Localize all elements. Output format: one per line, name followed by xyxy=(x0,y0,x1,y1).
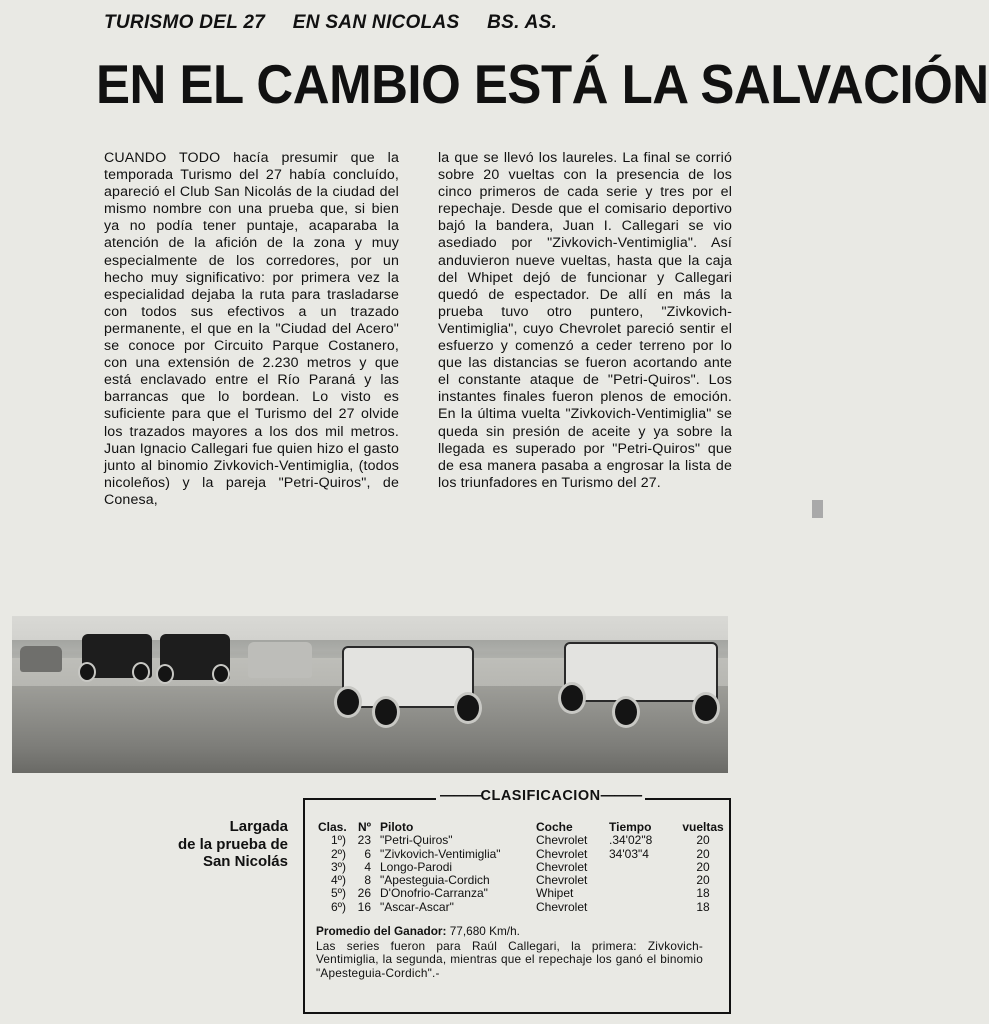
kicker-location: EN SAN NICOLAS xyxy=(292,12,460,33)
row-3-vueltas: 20 xyxy=(696,859,710,874)
article-text-right: la que se llevó los laureles. La final se corrió sobre 20 vueltas con la presencia de los cinco primeros de cada serie y tres por el repechaje. Desde que el comisario deportivo bajó la bandera, Juan I. Callegari se vio asediado por "Zivkovich-Ventimiglia". Así anduvieron nueve vueltas, hasta que la caja del Whipet dejó de funcionar y Callegari quedó de espectador. De allí en más la prueba tuvo otro puntero, "Zivkovich-Ventimiglia", cuyo Chevrolet pareció sentir el esfuerzo y comenzó a ceder terreno por lo que las distancias se fueron acortando ante el constante ataque de "Petri-Quiros". Los instantes finales fueron plenos de emoción. En la última vuelta "Zivkovich-Ventimiglia" se queda sin presión de aceite y ya sobre la llegada es superado por "Petri-Quiros" que de esa manera pasaba a engrosar la lista de los triunfadores en Turismo del 27. xyxy=(438,150,732,491)
row-4-clas: 4º) xyxy=(330,873,346,888)
row-5-vueltas: 18 xyxy=(696,886,710,901)
photo-caption xyxy=(130,818,288,871)
row-1-num: 23 xyxy=(357,833,371,848)
caption-line-1: Largada xyxy=(229,818,288,835)
column-clas xyxy=(318,821,346,914)
row-3-piloto: Longo-Parodi xyxy=(380,859,453,874)
column-vueltas xyxy=(680,821,726,914)
header-vueltas: vueltas xyxy=(682,820,724,834)
row-5-piloto: D'Onofrio-Carranza" xyxy=(380,886,488,901)
header-clas: Clas. xyxy=(318,820,347,834)
header-tiempo: Tiempo xyxy=(609,820,652,834)
header-coche: Coche xyxy=(536,820,573,834)
row-6-vueltas: 18 xyxy=(696,899,710,914)
column-coche xyxy=(536,821,602,914)
photo-car-far-2 xyxy=(82,634,152,678)
row-6-num: 16 xyxy=(357,899,371,914)
row-1-piloto: "Petri-Quiros" xyxy=(380,833,453,848)
row-2-coche: Chevrolet xyxy=(536,846,588,861)
row-4-piloto: "Apesteguia-Cordich xyxy=(380,873,490,888)
row-1-clas: 1º) xyxy=(330,833,346,848)
race-start-photo xyxy=(12,616,728,773)
photo-car-front-right xyxy=(564,642,718,702)
caption-line-3: San Nicolás xyxy=(202,853,288,870)
row-5-num: 26 xyxy=(357,886,371,901)
row-3-num: 4 xyxy=(364,859,371,874)
winner-average-label: Promedio del Ganador: xyxy=(316,924,447,938)
row-6-coche: Chevrolet xyxy=(536,899,588,914)
article-column-right xyxy=(438,150,732,492)
photo-car-front-left xyxy=(342,646,474,708)
row-2-clas: 2º) xyxy=(330,846,346,861)
row-6-piloto: "Ascar-Ascar" xyxy=(380,899,454,914)
photo-car-far-4 xyxy=(248,642,312,678)
series-note: Las series fueron para Raúl Callegari, la primera: Zivkovich-Ventimiglia, la segunda, mientras que el repechaje los ganó el binomio "Apesteguia-Cordich".- xyxy=(316,939,703,980)
row-1-vueltas: 20 xyxy=(696,833,710,848)
row-2-piloto: "Zivkovich-Ventimiglia" xyxy=(380,846,501,861)
article-column-left xyxy=(104,150,399,509)
kicker-category: TURISMO DEL 27 xyxy=(104,12,266,33)
article-text-left: CUANDO TODO hacía presumir que la temporada Turismo del 27 había concluído, apareció el Club San Nicolás de la ciudad del mismo nombre con una prueba que, si bien ya no podía tener puntaje, acaparaba la atención de la afición de la zona y muy especialmente de los corredores, por un hecho muy significativo: por primera vez la especialidad dejaba la ruta para trasladarse con todos sus efectivos a un trazado permanente, el que en la "Ciudad del Acero" se conoce por Circuito Parque Costanero, con una extensión de 2.230 metros y que está enclavado entre el Río Paraná y las barrancas que lo bordean. Lo visto es suficiente para que el Turismo del 27 olvide los trazados mayores a los dos mil metros. Juan Ignacio Callegari fue quien hizo el gasto junto al binomio Zivkovich-Ventimiglia, (todos nicoleños) y la pareja "Petri-Quiros", de Conesa, xyxy=(104,150,399,508)
photo-car-far-1 xyxy=(20,646,62,672)
column-tiempo xyxy=(609,821,671,861)
caption-line-2: de la prueba de xyxy=(177,835,288,853)
row-2-num: 6 xyxy=(364,846,371,861)
row-5-coche: Whipet xyxy=(536,886,574,901)
row-4-vueltas: 20 xyxy=(696,873,710,888)
column-piloto xyxy=(380,821,540,914)
row-1-tiempo: .34'02"8 xyxy=(609,833,653,848)
row-4-coche: Chevrolet xyxy=(536,873,588,888)
article-headline: EN EL CAMBIO ESTÁ LA SALVACIÓN xyxy=(96,53,989,115)
photo-car-far-3 xyxy=(160,634,230,680)
classification-title-text: CLASIFICACION xyxy=(480,788,601,804)
row-2-tiempo: 34'03"4 xyxy=(609,846,649,861)
row-1-coche: Chevrolet xyxy=(536,833,588,848)
row-6-clas: 6º) xyxy=(330,899,346,914)
section-kicker xyxy=(104,12,579,34)
column-num xyxy=(349,821,371,914)
classification-title: ———CLASIFICACION——— xyxy=(436,788,645,804)
row-4-num: 8 xyxy=(364,873,371,888)
row-2-vueltas: 20 xyxy=(696,846,710,861)
row-3-clas: 3º) xyxy=(330,859,346,874)
winner-average xyxy=(316,925,714,938)
header-piloto: Piloto xyxy=(380,820,414,834)
header-num: Nº xyxy=(357,820,371,834)
row-5-clas: 5º) xyxy=(330,886,346,901)
edge-marker xyxy=(812,500,823,518)
kicker-province: BS. AS. xyxy=(487,12,558,33)
row-3-coche: Chevrolet xyxy=(536,859,588,874)
winner-average-value: 77,680 Km/h. xyxy=(449,924,520,938)
